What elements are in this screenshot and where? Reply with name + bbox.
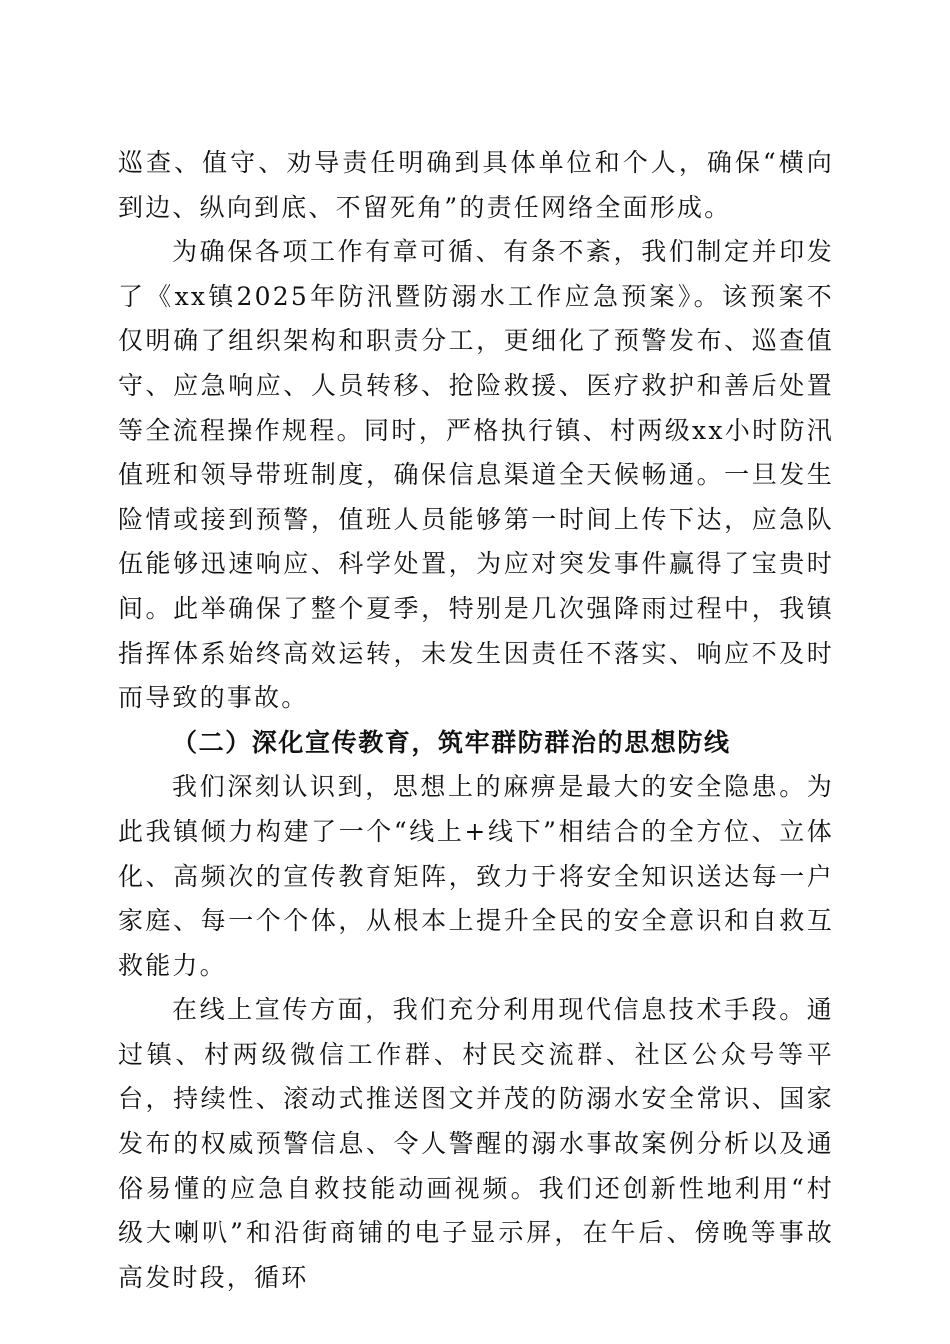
paragraph-continued: 巡查、值守、劝导责任明确到具体单位和个人，确保“横向到边、纵向到底、不留死角”的责任网络全面形成。 [118,148,834,222]
document-body [118,141,834,1300]
section-heading: （二）深化宣传教育，筑牢群防群治的思想防线 [172,727,731,757]
paragraph-emergency-plan: 为确保各项工作有章可循、有条不紊，我们制定并印发了《xx镇2025年防汛暨防溺水工作应急预案》。该预案不仅明确了组织架构和职责分工，更细化了预警发布、巡查值守、应急响应、人员转移、抢险救援、医疗救护和善后处置等全流程操作规程。同时，严格执行镇、村两级xx小时防汛值班和领导带班制度，确保信息渠道全天候畅通。一旦发生险情或接到预警，值班人员能够第一时间上传下达，应急队伍能够迅速响应、科学处置，为应对突发事件赢得了宝贵时间。此举确保了整个夏季，特别是几次强降雨过程中，我镇指挥体系始终高效运转，未发生因责任不落实、响应不及时而导致的事故。 [118,237,834,713]
paragraph-online-publicity: 在线上宣传方面，我们充分利用现代信息技术手段。通过镇、村两级微信工作群、村民交流群、社区公众号等平台，持续性、滚动式推送图文并茂的防溺水安全常识、国家发布的权威预警信息、令人警醒的溺水事故案例分析以及通俗易懂的应急自救技能动画视频。我们还创新性地利用“村级大喇叭”和沿街商铺的电子显示屏，在午后、傍晚等事故高发时段，循环 [118,995,834,1292]
paragraph-awareness: 我们深刻认识到，思想上的麻痹是最大的安全隐患。为此我镇倾力构建了一个“线上+线下”相结合的全方位、立体化、高频次的宣传教育矩阵，致力于将安全知识送达每一户家庭、每一个个体，从根本上提升全民的安全意识和自救互救能力。 [118,772,834,980]
